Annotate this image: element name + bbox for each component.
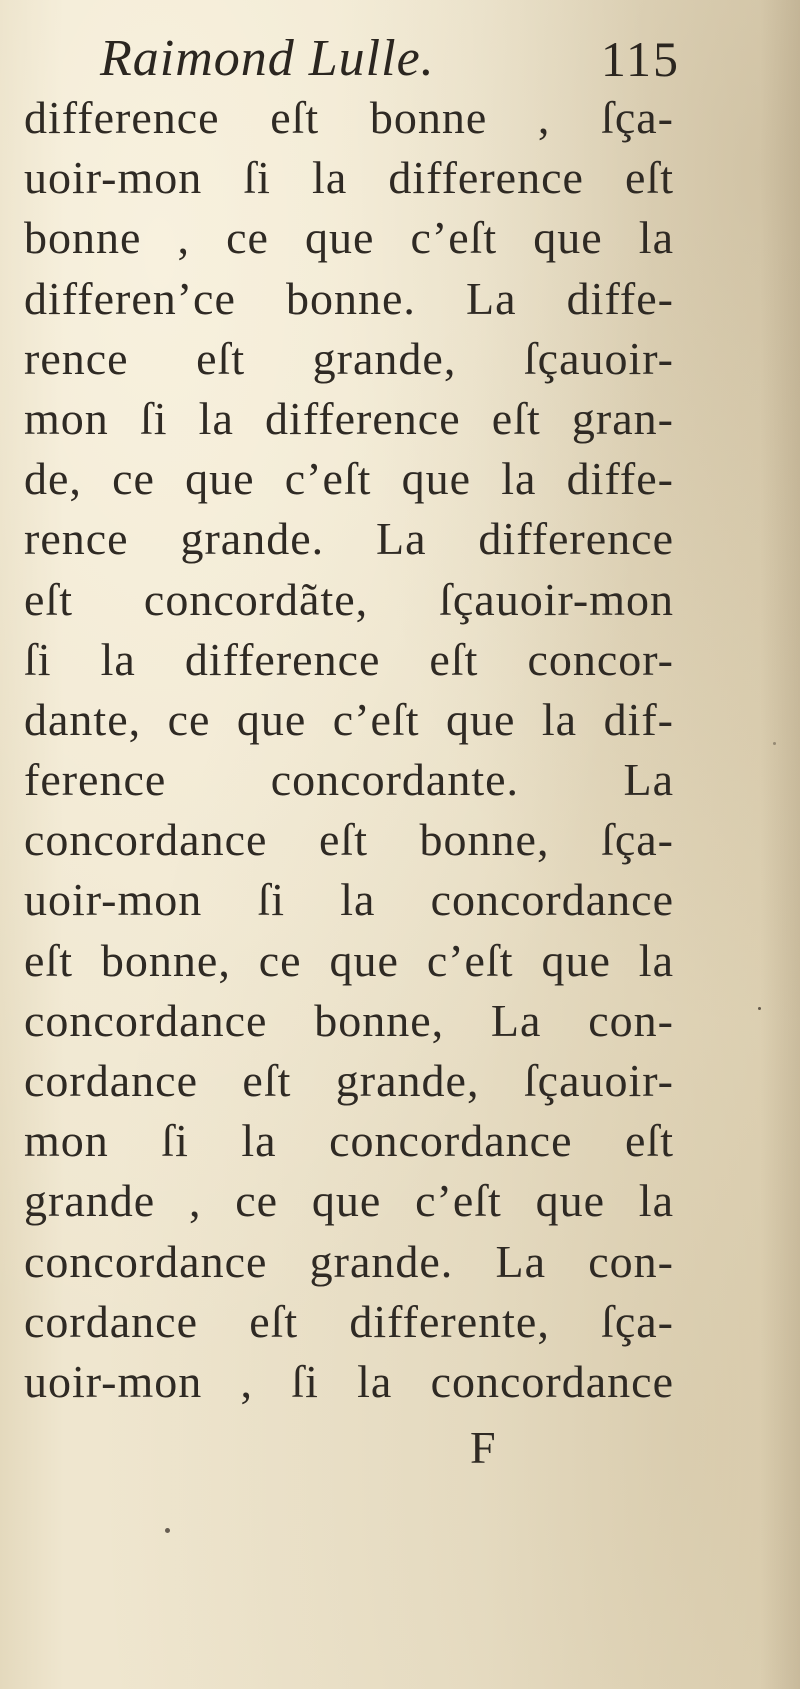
text-line: de, ce que c’eſt que la diffe- — [24, 453, 674, 505]
text-line: eſt concordãte, ſçauoir-mon — [24, 573, 674, 625]
text-line: uoir-mon ſi la concordance — [24, 874, 674, 926]
text-line: eſt bonne, ce que c’eſt que la — [24, 934, 674, 986]
running-head: Raimond Lulle. — [100, 30, 435, 87]
text-line: mon ſi la concordance eſt — [24, 1115, 674, 1167]
text-line: rence grande. La difference — [24, 513, 674, 565]
page-number: 115 — [600, 31, 680, 87]
text-line: bonne , ce que c’eſt que la — [24, 212, 674, 264]
text-line: mon ſi la difference eſt gran- — [24, 392, 674, 444]
text-line: grande , ce que c’eſt que la — [24, 1175, 674, 1227]
text-line: ference concordante. La — [24, 754, 674, 806]
text-line: cordance eſt grande, ſçauoir- — [24, 1055, 674, 1106]
text-line: rence eſt grande, ſçauoir- — [24, 332, 674, 384]
text-line: concordance bonne, La con- — [24, 994, 674, 1046]
text-line: concordance eſt bonne, ſça- — [24, 814, 674, 866]
text-line: ſi la difference eſt concor- — [24, 633, 674, 685]
page-edge-shadow — [760, 0, 800, 1689]
text-line: uoir-mon , ſi la concordance — [24, 1355, 674, 1407]
text-line: difference eſt bonne , ſça- — [24, 92, 674, 143]
text-line: concordance grande. La con- — [24, 1235, 674, 1287]
text-line: cordance eſt differente, ſça- — [24, 1295, 674, 1347]
body-text — [24, 88, 674, 1412]
text-line: uoir-mon ſi la difference eſt — [24, 152, 674, 204]
ink-speck — [165, 1528, 170, 1533]
signature-mark: F — [470, 1422, 496, 1473]
ink-speck — [758, 1007, 761, 1010]
text-line: differen’ce bonne. La diffe- — [24, 272, 674, 324]
page-header — [100, 26, 680, 92]
ink-speck — [773, 742, 776, 745]
text-line: dante, ce que c’eſt que la dif- — [24, 693, 674, 745]
